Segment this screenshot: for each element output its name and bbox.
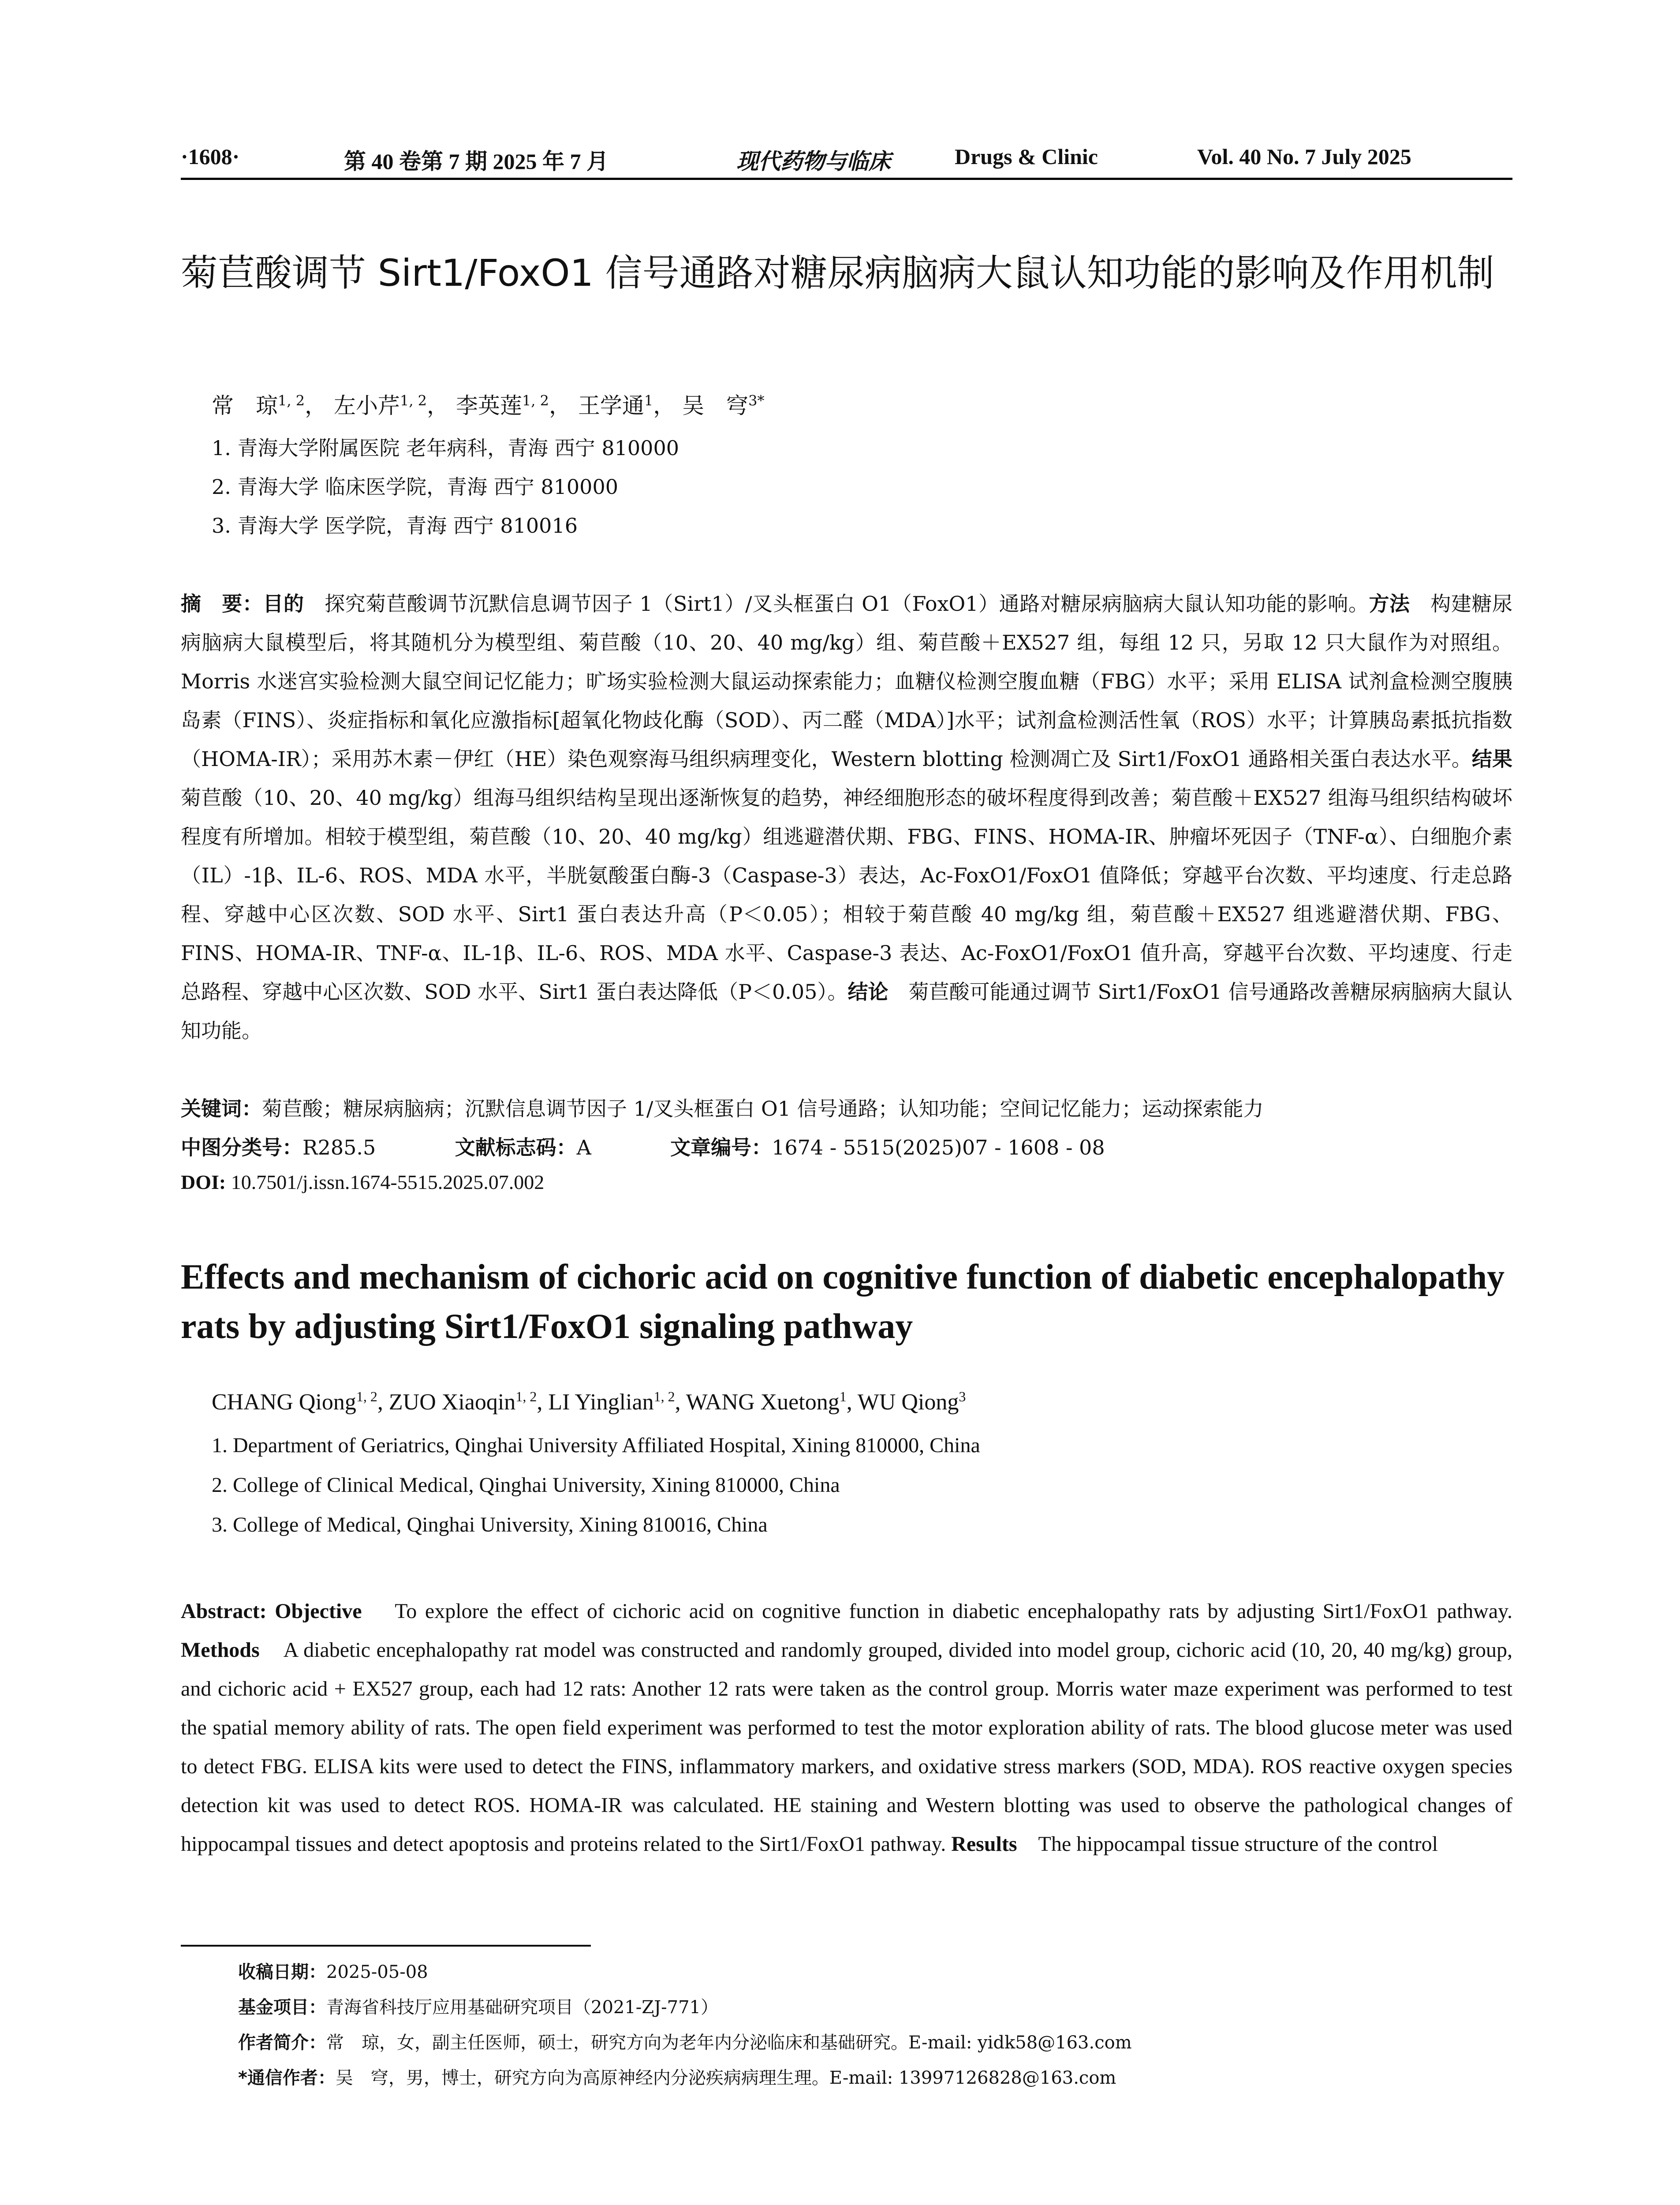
- methods-label: Methods: [181, 1638, 260, 1662]
- author-sup: 1: [644, 392, 653, 409]
- journal-en: Drugs & Clinic: [955, 144, 1098, 169]
- author-sup: 3: [959, 1388, 966, 1405]
- cn-keywords: [181, 1093, 1512, 1122]
- fund-value: 青海省科技厅应用基础研究项目（2021-ZJ-771）: [326, 1997, 719, 2018]
- author-sup: 1: [839, 1388, 847, 1405]
- author-value: 常 琼，女，副主任医师，硕士，研究方向为老年内分泌临床和基础研究。E-mail: yidk58@163.com: [326, 2033, 1132, 2053]
- objective-text: 探究菊苣酸调节沉默信息调节因子 1（Sirt1）/叉头框蛋白 O1（FoxO1）通路对糖尿病脑病大鼠认知功能的影响。: [325, 592, 1369, 616]
- doi-value: 10.7501/j.issn.1674-5515.2025.07.002: [231, 1171, 545, 1193]
- corr-label: *通信作者：: [238, 2068, 336, 2088]
- cn-title: 菊苣酸调节 Sirt1/FoxO1 信号通路对糖尿病脑病大鼠认知功能的影响及作用机制: [181, 251, 1494, 295]
- author-name: 吴 穹: [682, 393, 749, 419]
- cn-affiliation: 2. 青海大学 临床医学院，青海 西宁 810000: [212, 475, 618, 499]
- clc-label: 中图分类号：: [181, 1136, 302, 1159]
- results-label: 结果: [1471, 747, 1512, 771]
- footnote-fund: [238, 1993, 718, 2018]
- methods-text: 构建糖尿病脑病大鼠模型后，将其随机分为模型组、菊苣酸（10、20、40 mg/kg）组、菊苣酸＋EX527 组，每组 12 只，另取 12 只大鼠作为对照组。Morris 水迷宫实验检测大鼠空间记忆能力；旷场实验检测大鼠运动探索能力；血糖仪检测空腹血糖（FBG）水平；采用 ELISA 试剂盒检测空腹胰岛素（FINS）、炎症指标和氧化应激指标[超氧化物歧化酶（SOD）、丙二醛（MDA）]水平；试剂盒检测活性氧（ROS）水平；计算胰岛素抵抗指数（HOMA-IR）；采用苏木素－伊红（HE）染色观察海马组织病理变化，Western blotting 检测凋亡及 Sirt1/FoxO1 通路相关蛋白表达水平。: [181, 592, 1513, 771]
- classification-line: [181, 1132, 1105, 1161]
- author-name: 常 琼: [212, 393, 278, 419]
- author-name: WANG Xuetong: [686, 1390, 840, 1415]
- author-name: ZUO Xiaoqin: [388, 1390, 516, 1415]
- conclusion-text: 菊苣酸可能通过调节 Sirt1/FoxO1 信号通路改善糖尿病脑病大鼠认知功能。: [181, 980, 1512, 1043]
- fund-label: 基金项目：: [238, 1997, 326, 2018]
- abstract-label: 摘 要：: [181, 592, 263, 616]
- article-value: 1674 - 5515(2025)07 - 1608 - 08: [772, 1136, 1105, 1159]
- page-number: ·1608·: [181, 144, 240, 169]
- author-sup: 1, 2: [515, 1388, 537, 1405]
- en-affiliation: 3. College of Medical, Qinghai University, Xining 810016, China: [212, 1513, 768, 1536]
- doccode-label: 文献标志码：: [455, 1136, 577, 1159]
- results-text: The hippocampal tissue structure of the control: [1038, 1832, 1438, 1856]
- author-sup: 3*: [748, 392, 765, 409]
- doi-label: DOI:: [181, 1171, 226, 1193]
- en-affiliation: 2. College of Clinical Medical, Qinghai University, Xining 810000, China: [212, 1473, 840, 1497]
- issue-en: Vol. 40 No. 7 July 2025: [1197, 144, 1411, 169]
- results-label: Results: [951, 1832, 1017, 1856]
- running-header: [181, 141, 1512, 176]
- received-value: 2025-05-08: [326, 1962, 428, 1982]
- author-name: CHANG Qiong: [212, 1390, 356, 1415]
- author-sup: 1, 2: [356, 1388, 377, 1405]
- cn-authors: 常 琼$^{1, 2}$， 左小芹$^{1, 2}$， 李英莲$^{1, 2}$， 王学通$^1$， 吴 穹$^{3*}$: [212, 392, 765, 419]
- keywords-label: 关键词：: [181, 1097, 262, 1121]
- author-name: 左小芹: [333, 393, 400, 419]
- author-sup: 1, 2: [653, 1388, 675, 1405]
- methods-text: A diabetic encephalopathy rat model was constructed and randomly grouped, divided into model group, cichoric acid (10, 20, 40 mg/kg) group, and cichoric acid + EX527 group, each had 12 rats: Another 12 rats were taken as the control group. Morris water maze experiment was performed to test the spatial memory ability of rats. The open field experiment was performed to test the motor exploration ability of rats. The blood glucose meter was used to detect FBG. ELISA kits were used to detect the FINS, inflammatory markers, and oxidative stress markers (SOD, MDA). ROS reactive oxygen species detection kit was used to detect ROS. HOMA-IR was calculated. HE staining and Western blotting was used to observe the pathological changes of hippocampal tissues and detect apoptosis and proteins related to the Sirt1/FoxO1 pathway.: [181, 1638, 1513, 1856]
- author-name: LI Yinglian: [548, 1390, 654, 1415]
- author-sup: 1, 2: [522, 392, 549, 409]
- article-label: 文章编号：: [670, 1136, 772, 1159]
- conclusion-label: 结论: [847, 980, 889, 1004]
- cn-affiliation: 3. 青海大学 医学院，青海 西宁 810016: [212, 514, 578, 538]
- footnote-rule: [181, 1945, 591, 1947]
- received-label: 收稿日期：: [238, 1962, 326, 1982]
- objective-label: 目的: [263, 592, 304, 616]
- doccode-value: A: [576, 1136, 591, 1159]
- keywords-text: 菊苣酸；糖尿病脑病；沉默信息调节因子 1/叉头框蛋白 O1 信号通路；认知功能；空间记忆能力；运动探索能力: [262, 1097, 1264, 1121]
- issue-cn: 第 40 卷第 7 期 2025 年 7 月: [344, 149, 609, 174]
- author-name: 李英莲: [455, 393, 522, 419]
- abstract-label: Abstract: Objective: [181, 1600, 362, 1623]
- author-name: 王学通: [578, 393, 644, 419]
- objective-text: To explore the effect of cichoric acid on cognitive function in diabetic encephalopathy rats by adjusting Sirt1/FoxO1 pathway.: [395, 1600, 1513, 1623]
- en-abstract: [181, 1592, 1512, 1864]
- cn-affiliation: 1. 青海大学附属医院 老年病科，青海 西宁 810000: [212, 436, 679, 460]
- footnote-author: [238, 2029, 1132, 2054]
- author-name: WU Qiong: [857, 1390, 959, 1415]
- journal-cn: 现代药物与临床: [736, 149, 891, 174]
- header-rule: [181, 178, 1512, 180]
- doi-line: [181, 1170, 544, 1194]
- cn-abstract: [181, 584, 1512, 1050]
- en-authors: CHANG Qiong$^{1, 2}$, ZUO Xiaoqin$^{1, 2}$, LI Yinglian$^{1, 2}$, WANG Xuetong$^1$, WU Qiong$^3$: [212, 1388, 966, 1415]
- clc-value: R285.5: [302, 1136, 376, 1159]
- results-text: 菊苣酸（10、20、40 mg/kg）组海马组织结构呈现出逐渐恢复的趋势，神经细胞形态的破坏程度得到改善；菊苣酸＋EX527 组海马组织结构破坏程度有所增加。相较于模型组，菊苣酸（10、20、40 mg/kg）组逃避潜伏期、FBG、FINS、HOMA-IR、肿瘤坏死因子（TNF-α）、白细胞介素（IL）-1β、IL-6、ROS、MDA 水平，半胱氨酸蛋白酶-3（Caspase-3）表达，Ac-FoxO1/FoxO1 值降低；穿越平台次数、平均速度、行走总路程、穿越中心区次数、SOD 水平、Sirt1 蛋白表达升高（P＜0.05）；相较于菊苣酸 40 mg/kg 组，菊苣酸＋EX527 组逃避潜伏期、FBG、FINS、HOMA-IR、TNF-α、IL-1β、IL-6、ROS、MDA 水平、Caspase-3 表达、Ac-FoxO1/FoxO1 值升高，穿越平台次数、平均速度、行走总路程、穿越中心区次数、SOD 水平、Sirt1 蛋白表达降低（P＜0.05）。: [181, 786, 1512, 1004]
- author-sup: 1, 2: [399, 392, 427, 409]
- author-sup: 1, 2: [278, 392, 305, 409]
- footnote-received: [238, 1958, 428, 1983]
- en-title: Effects and mechanism of cichoric acid on cognitive function of diabetic encephalopathy rats by adjusting Sirt1/FoxO1 signaling pathway: [181, 1258, 1505, 1346]
- methods-label: 方法: [1369, 592, 1410, 616]
- en-affiliation: 1. Department of Geriatrics, Qinghai University Affiliated Hospital, Xining 810000, China: [212, 1434, 980, 1457]
- author-label: 作者简介：: [238, 2033, 326, 2053]
- corr-value: 吴 穹，男，博士，研究方向为高原神经内分泌疾病病理生理。E-mail: 13997126828@163.com: [335, 2068, 1116, 2088]
- footnote-correspondence: [238, 2064, 1116, 2089]
